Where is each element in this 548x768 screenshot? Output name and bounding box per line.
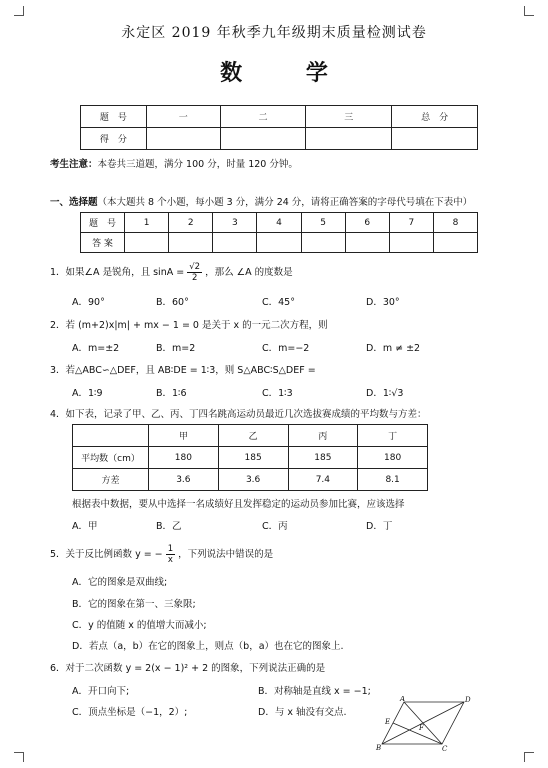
q4-cell: 8.1	[358, 469, 428, 491]
section1-line	[50, 194, 472, 208]
subject-title: 数 学	[220, 60, 356, 86]
notice-line	[50, 156, 298, 170]
answer-header-cell: 3	[213, 213, 257, 233]
question-5-stem	[50, 544, 273, 565]
score-header-cell: 二	[220, 106, 306, 128]
answer-cell[interactable]	[433, 233, 477, 253]
q4-option-d[interactable]: D．丁	[366, 521, 393, 532]
q1-option-a[interactable]: A．90°	[72, 297, 105, 308]
q4-cell: 185	[218, 447, 288, 469]
question-2-stem: 2．若 (m+2)x|m| + mx − 1 = 0 是关于 x 的一元二次方程，则	[50, 320, 328, 331]
q4-header-cell: 乙	[218, 425, 288, 447]
q4-option-a[interactable]: A．甲	[72, 521, 98, 532]
score-table	[80, 105, 478, 150]
vertex-label: A	[400, 696, 406, 703]
score-header-cell: 三	[306, 106, 392, 128]
q1-stem-b: ，那么 ∠A 的度数是	[205, 267, 293, 278]
answer-cell[interactable]	[125, 233, 169, 253]
vertex-label: D	[465, 696, 471, 704]
question-3-stem: 3．若△ABC∽△DEF，且 AB∶DE = 1∶3，则 S△ABC∶S△DEF =	[50, 365, 316, 376]
q4-cell: 7.4	[288, 469, 358, 491]
q4-option-c[interactable]: C．丙	[262, 521, 288, 532]
q1-frac-den: 2	[191, 273, 198, 283]
parallelogram-figure	[372, 696, 472, 752]
exam-title: 永定区 2019 年秋季九年级期末质量检测试卷	[121, 25, 427, 41]
q4-note: 根据表中数据，要从中选择一名成绩好且发挥稳定的运动员参加比赛，应该选择	[72, 499, 405, 510]
answer-header-cell: 1	[125, 213, 169, 233]
answer-header-cell: 4	[257, 213, 301, 233]
answer-cell[interactable]	[301, 233, 345, 253]
q1-frac-num: √2	[189, 262, 201, 272]
q3-option-c[interactable]: C．1∶3	[262, 388, 293, 399]
q6-option-b[interactable]: B．对称轴是直线 x = −1;	[258, 686, 371, 697]
corner-mark-bottom-right	[524, 752, 534, 762]
q1-stem-a: 1．如果∠A 是锐角，且 sinA =	[50, 267, 185, 278]
q4-cell: 185	[288, 447, 358, 469]
corner-mark-top-right	[524, 6, 534, 16]
vertex-label: F	[419, 724, 424, 732]
vertex-label: B	[376, 744, 382, 752]
q5-fraction	[166, 544, 175, 565]
q2-option-b[interactable]: B．m=2	[156, 343, 196, 354]
q4-header-cell: 甲	[149, 425, 219, 447]
answer-header-cell: 7	[389, 213, 433, 233]
diagonal-line	[382, 702, 464, 744]
notice-text: 本卷共三道题，满分 100 分，时量 120 分钟。	[97, 159, 298, 170]
score-cell[interactable]	[220, 128, 306, 150]
vertex-label: E	[385, 718, 391, 726]
score-cell[interactable]	[146, 128, 220, 150]
q5-frac-den: x	[167, 555, 173, 565]
answer-cell[interactable]	[389, 233, 433, 253]
section1-label: 一、选择题	[50, 197, 98, 208]
q6-option-c[interactable]: C．顶点坐标是（−1，2）;	[72, 707, 188, 718]
answer-header-cell: 题 号	[81, 213, 125, 233]
q5-option-c[interactable]: C．y 的值随 x 的值增大而减小;	[72, 620, 207, 631]
q5-option-d[interactable]: D．若点（a，b）在它的图象上，则点（b，a）也在它的图象上.	[72, 641, 344, 652]
q2-option-d[interactable]: D．m ≠ ±2	[366, 343, 421, 354]
q3-option-d[interactable]: D．1∶√3	[366, 388, 404, 399]
q1-option-d[interactable]: D．30°	[366, 297, 400, 308]
answer-header-cell: 6	[345, 213, 389, 233]
q1-option-b[interactable]: B．60°	[156, 297, 189, 308]
q4-cell: 3.6	[149, 469, 219, 491]
answer-cell[interactable]	[169, 233, 213, 253]
answer-cell[interactable]	[345, 233, 389, 253]
question-1-stem	[50, 262, 293, 283]
q4-cell: 180	[149, 447, 219, 469]
q4-cell: 3.6	[218, 469, 288, 491]
q5-stem-a: 5．关于反比例函数 y = −	[50, 549, 163, 560]
section1-text: （本大题共 8 个小题，每小题 3 分，满分 24 分，请将正确答案的字母代号填在下表中）	[97, 197, 473, 208]
q4-header-cell	[73, 425, 149, 447]
vertex-label: C	[442, 745, 448, 752]
notice-label: 考生注意：	[50, 159, 98, 170]
q4-header-cell: 丁	[358, 425, 428, 447]
q4-cell: 180	[358, 447, 428, 469]
corner-mark-bottom-left	[14, 752, 24, 762]
q4-option-b[interactable]: B．乙	[156, 521, 182, 532]
q4-stats-table	[72, 424, 428, 491]
q1-fraction	[187, 262, 202, 283]
q5-frac-num: 1	[167, 544, 174, 554]
q6-option-d[interactable]: D．与 x 轴没有交点.	[258, 707, 347, 718]
question-4-stem: 4．如下表，记录了甲、乙、丙、丁四名跳高运动员最近几次选拔赛成绩的平均数与方差：	[50, 409, 427, 420]
q5-option-a[interactable]: A．它的图象是双曲线;	[72, 577, 168, 588]
q4-header-cell: 丙	[288, 425, 358, 447]
q5-stem-b: ，下列说法中错误的是	[178, 549, 274, 560]
q1-option-c[interactable]: C．45°	[262, 297, 295, 308]
answer-cell[interactable]	[257, 233, 301, 253]
score-cell[interactable]	[306, 128, 392, 150]
question-6-stem: 6．对于二次函数 y = 2(x − 1)² + 2 的图象，下列说法正确的是	[50, 663, 326, 674]
q4-row-label: 平均数（cm）	[73, 447, 149, 469]
score-cell[interactable]	[392, 128, 478, 150]
q2-option-a[interactable]: A．m=±2	[72, 343, 120, 354]
score-row-label: 得 分	[81, 128, 147, 150]
q6-option-a[interactable]: A．开口向下;	[72, 686, 130, 697]
answer-table	[80, 212, 478, 253]
q3-option-b[interactable]: B．1∶6	[156, 388, 187, 399]
q2-option-c[interactable]: C．m=−2	[262, 343, 310, 354]
q4-row-label: 方差	[73, 469, 149, 491]
answer-cell[interactable]	[213, 233, 257, 253]
q5-option-b[interactable]: B．它的图象在第一、三象限;	[72, 599, 196, 610]
answer-row-label: 答 案	[81, 233, 125, 253]
answer-header-cell: 2	[169, 213, 213, 233]
q3-option-a[interactable]: A．1∶9	[72, 388, 103, 399]
score-header-cell: 总 分	[392, 106, 478, 128]
score-header-cell: 一	[146, 106, 220, 128]
corner-mark-top-left	[14, 6, 24, 16]
answer-header-cell: 8	[433, 213, 477, 233]
score-header-cell: 题 号	[81, 106, 147, 128]
answer-header-cell: 5	[301, 213, 345, 233]
